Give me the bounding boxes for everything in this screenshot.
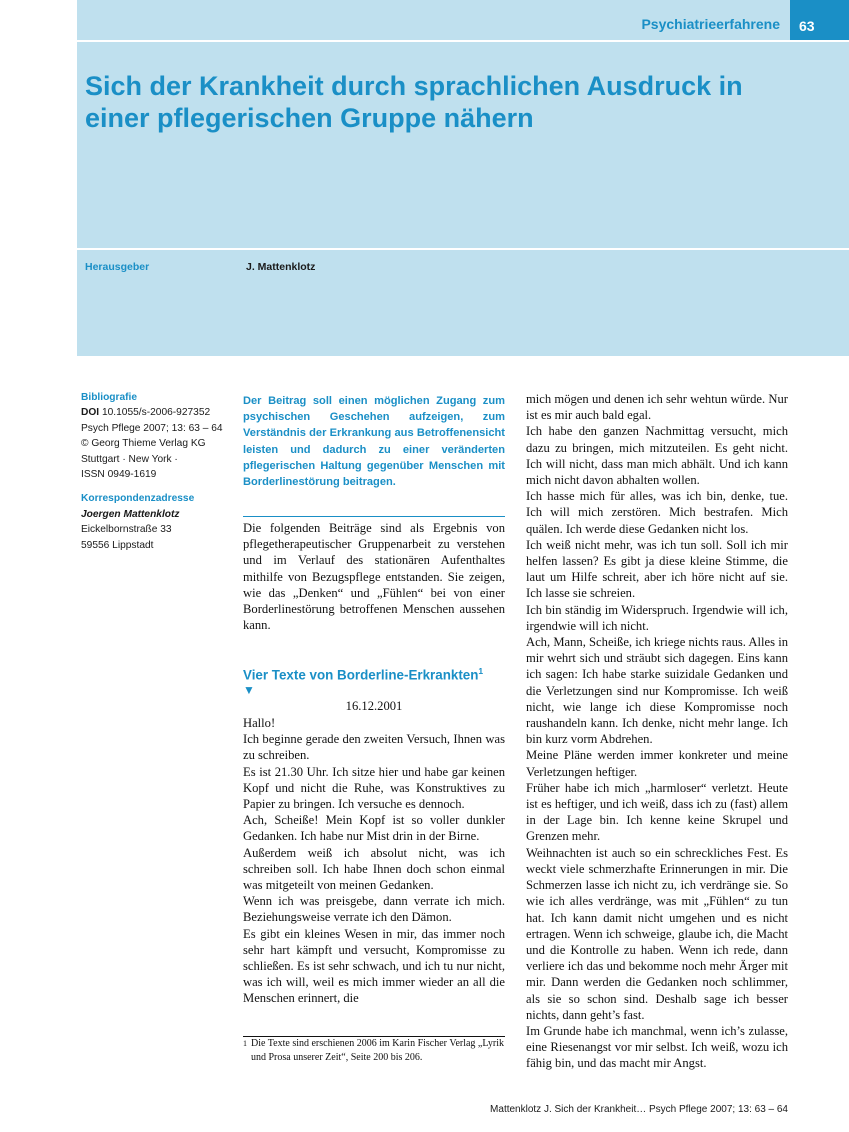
editor-band xyxy=(77,250,849,356)
abstract-divider xyxy=(243,516,505,517)
section-heading xyxy=(243,666,505,682)
correspondence-city: 59556 Lippstadt xyxy=(81,539,154,551)
article-title: Sich der Krankheit durch sprachlichen Ausdruck in einer pflegerischen Gruppe nähern xyxy=(85,71,743,133)
body-paragraph: Ach, Scheiße! Mein Kopf ist so voller dunkler Gedanken. Ich habe nur Mist drin in der Birne. xyxy=(243,813,505,844)
correspondence-name: Joergen Mattenklotz xyxy=(81,508,180,520)
page-footer: Mattenklotz J. Sich der Krankheit… Psych Pflege 2007; 13: 63 – 64 xyxy=(490,1104,788,1115)
doi-value: 10.1055/s-2006-927352 xyxy=(101,407,211,419)
body-column-left xyxy=(243,715,505,1007)
footnote-text: Die Texte sind erschienen 2006 im Karin Fischer Verlag „Lyrik und Prosa unserer Zeit“, Seite 200 bis 206. xyxy=(251,1038,505,1063)
doi-label: DOI xyxy=(81,407,100,419)
letter-date: 16.12.2001 xyxy=(345,699,403,713)
bibliography-heading: Bibliografie xyxy=(81,392,138,403)
footnote xyxy=(243,1037,505,1065)
body-paragraph: Meine Pläne werden immer konkreter und meine Verletzungen heftiger. xyxy=(526,748,788,779)
body-paragraph: Außerdem weiß ich absolut nicht, was ich schreiben soll. Ich habe Ihnen doch schon einmal was mitgeteilt von meinen Gedanken. xyxy=(243,845,505,893)
section-heading-text: Vier Texte von Borderline-Erkrankten xyxy=(243,667,479,683)
copyright-line: © Georg Thieme Verlag KG xyxy=(81,438,206,450)
body-paragraph: Es ist 21.30 Uhr. Ich sitze hier und habe gar keinen Kopf und nicht die Ruhe, was Konstruktives zu Papier zu bringen. Ich versuche es dennoch. xyxy=(243,764,505,812)
abstract: Der Beitrag soll einen möglichen Zugang zum psychischen Geschehen aufzeigen, zum Verständnis der Erkrankung aus Betroffenensicht leisten und dadurch zu einer veränderten pflegerischen Haltung gegenüber Menschen mit Borderlinestörung beitragen. xyxy=(243,395,505,489)
body-paragraph: Ich weiß nicht mehr, was ich tun soll. Soll ich mir helfen lassen? Es gibt ja diese kleine Stimme, die laut um Hilfe schreit, aber ich höre nicht auf sie. Ich lasse sie schreien. xyxy=(526,537,788,601)
doi-line xyxy=(81,405,231,420)
header-bar xyxy=(77,0,849,40)
body-paragraph: Ich beginne gerade den zweiten Versuch, Ihnen was zu schreiben. xyxy=(243,732,505,763)
body-paragraph: Ich hasse mich für alles, was ich bin, denke, tue. Ich will mich zerstören. Mich bestrafen. Mich quälen. Ich werde diese Gedanken nicht los. xyxy=(526,489,788,536)
correspondence-heading: Korrespondenzadresse xyxy=(81,493,195,505)
body-paragraph: Früher habe ich mich „harmloser“ verletzt. Heute ist es heftiger, und ich weiß, dass ich zu (fast) allem in der Lage bin. Ich kenne keine Skrupel und Grenzen mehr. xyxy=(526,780,788,844)
body-paragraph: Ich bin ständig im Widerspruch. Irgendwie will ich, irgendwie will ich nicht. xyxy=(526,602,788,633)
body-column-right xyxy=(526,391,788,1072)
body-paragraph: Ich habe den ganzen Nachmittag versucht, mich dazu zu bringen, mich mitzuteilen. Es geht nicht. Ich will nicht, dass man mich abhält. Und ich kann mich nicht davon abhalten wollen. xyxy=(526,424,788,488)
journal-line: Psych Pflege 2007; 13: 63 – 64 xyxy=(81,422,223,434)
body-paragraph: Weihnachten ist auch so ein schreckliches Fest. Es weckt viele schmerzhafte Erinnerungen in mir. Die Schmerzen lasse ich nicht zu, ich verdränge sie. So wie ich alles verdränge, was mit „Fühlen“ zu tun hat. Ich kann damit nicht umgehen und es nicht ertragen. Wenn ich schweige, glaube ich, die Macht und die Kontrolle zu haben. Wenn ich rede, dann verliere ich das und bekomme noch mehr Ärger mit mir. Dann werden die Gedanken noch schlimmer, als sie so schon sind. Deshalb sage ich besser nichts, dann geht’s fast. xyxy=(526,845,788,1022)
editor-label: Herausgeber xyxy=(85,261,150,273)
body-paragraph: Es gibt ein kleines Wesen in mir, das immer noch sehr hart kämpft und versucht, Kompromisse zu schließen. Es ist sehr schwach, und ich tu nur nicht, was ich will, weil es mich immer wieder an all die Menschen erinnert, die xyxy=(243,926,505,1006)
footnote-ref: 1 xyxy=(478,666,484,676)
correspondence-street: Eickelbornstraße 33 xyxy=(81,524,172,536)
bibliography-panel xyxy=(81,390,231,553)
editor-name: J. Mattenklotz xyxy=(246,261,316,273)
publisher-location: Stuttgart · New York · xyxy=(81,453,178,465)
footnote-number: 1 xyxy=(243,1039,247,1048)
body-paragraph: Hallo! xyxy=(243,716,276,730)
body-paragraph: Ach, Mann, Scheiße, ich kriege nichts raus. Alles in mir wehrt sich und sträubt sich dagegen. Eins kann ich sagen: Ich habe starke suizidale Gedanken und die Verletzungen sind nur Kompromisse. Ich weiß nicht, wie lange ich diese Kompromisse noch raushandeln kann. Ich denke, nicht mehr lange. Ich bin kurz vorm Abdrehen. xyxy=(526,635,788,747)
triangle-marker-icon: ▼ xyxy=(243,683,255,697)
intro-paragraph: Die folgenden Beiträge sind als Ergebnis von pflegetherapeutischer Gruppenarbeit zu verstehen und im Verlauf des stationären Aufenthaltes mithilfe von Bezugspflege entstanden. Sie zeigen, wie das „Denken“ und „Fühlen“ bei von einer Borderlinestörung betroffenen Menschen aussehen kann. xyxy=(243,521,505,633)
body-paragraph: Im Grunde habe ich manchmal, wenn ich’s zulasse, eine Riesenangst vor mir selbst. Ich weiß, wozu ich fähig bin, und das macht mir Angst. xyxy=(526,1023,788,1071)
title-band xyxy=(77,42,849,248)
body-paragraph: mich mögen und denen ich sehr wehtun würde. Nur ist es mir auch bald egal. xyxy=(526,392,788,423)
section-label: Psychiatrieerfahrene xyxy=(641,16,780,32)
issn-line: ISSN 0949-1619 xyxy=(81,469,157,481)
body-paragraph: Wenn ich was preisgebe, dann verrate ich mich. Beziehungsweise verrate ich den Dämon. xyxy=(243,894,505,925)
page-number: 63 xyxy=(790,0,849,40)
